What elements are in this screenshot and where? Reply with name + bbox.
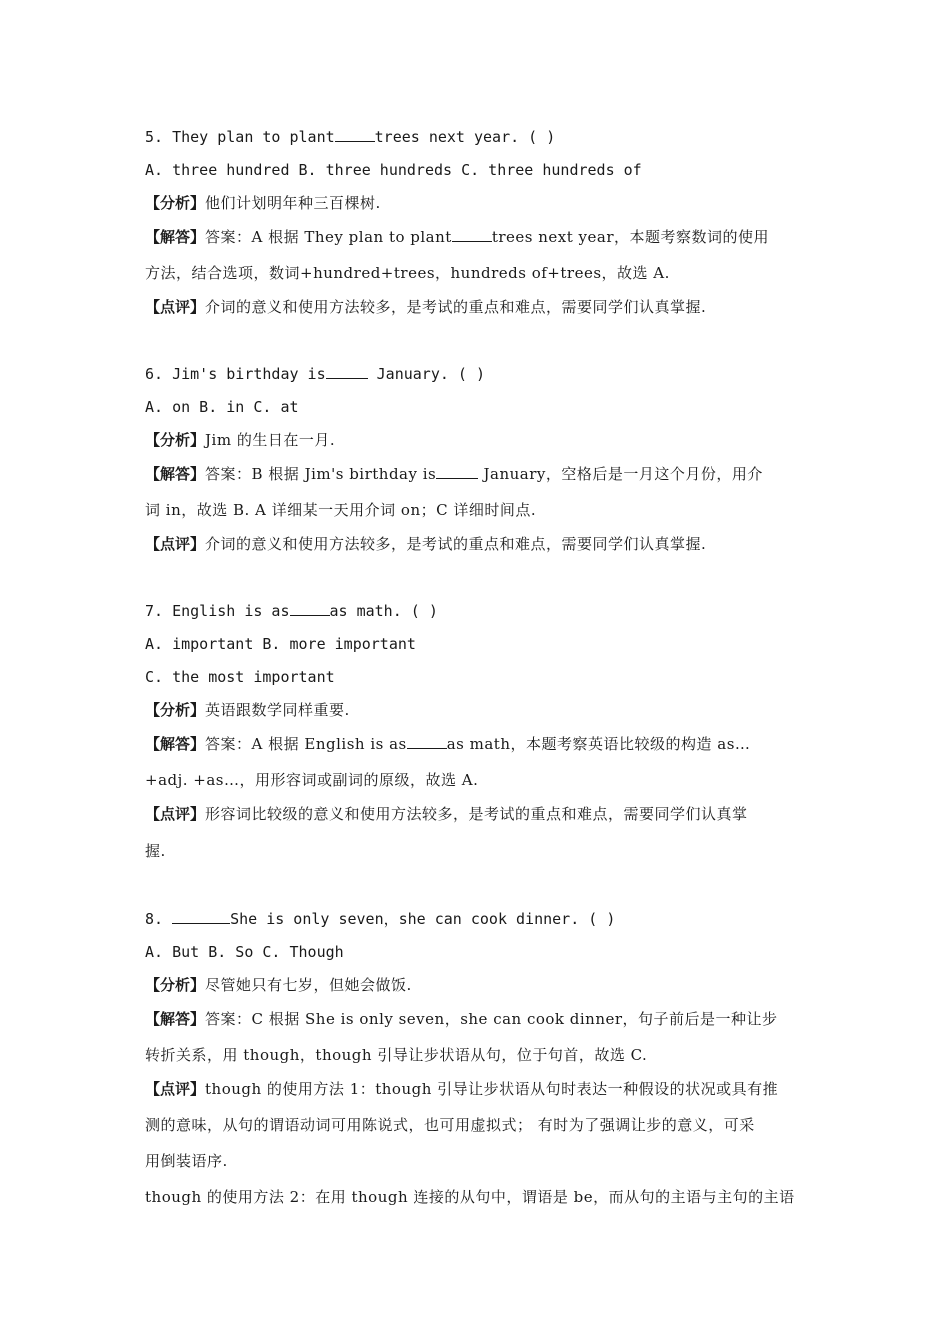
question-text: 5. They plan to plant: [145, 128, 335, 146]
question-text: 7. English is as: [145, 602, 290, 620]
analysis-text: Jim 的生日在一月.: [205, 431, 336, 449]
answer-text: January，空格后是一月这个月份，用介: [478, 465, 763, 483]
comment-label: 【点评】: [145, 535, 206, 553]
question-8-comment: [145, 1078, 815, 1100]
analysis-label: 【分析】: [145, 431, 206, 449]
question-6-stem: [145, 363, 815, 385]
answer-label: 【解答】: [145, 1010, 206, 1028]
question-6-analysis: [145, 429, 815, 451]
question-8-answer: [145, 1008, 815, 1030]
question-6-answer: [145, 463, 815, 485]
question-text: January. ( ): [367, 365, 486, 383]
analysis-label: 【分析】: [145, 976, 206, 994]
question-5-analysis: [145, 192, 815, 214]
question-8-answer-cont: 转折关系，用 though，though 引导让步状语从句，位于句首，故选 C.: [145, 1046, 648, 1064]
answer-blank: [335, 127, 375, 142]
question-7-answer-cont: +adj. +as…，用形容词或副词的原级，故选 A.: [145, 771, 479, 789]
question-7-comment-cont: 握.: [145, 842, 166, 860]
question-text: trees next year. ( ): [374, 128, 556, 146]
answer-text: as math，本题考察英语比较级的构造 as…: [446, 735, 751, 753]
question-7-comment: [145, 803, 815, 825]
question-5-comment: [145, 296, 815, 318]
comment-text: though 的使用方法 1：though 引导让步状语从句时表达一种假设的状况或具有推: [205, 1080, 779, 1098]
question-8-options: A. But B. So C. Though: [145, 943, 344, 961]
answer-blank: [407, 734, 447, 749]
question-7-answer: [145, 733, 815, 755]
question-8-comment-cont: 用倒装语序.: [145, 1152, 228, 1170]
analysis-label: 【分析】: [145, 701, 206, 719]
question-text: 6. Jim's birthday is: [145, 365, 326, 383]
question-text: She is only seven，she can cook dinner. ( ): [230, 910, 616, 928]
answer-blank: [290, 601, 330, 616]
comment-text: 形容词比较级的意义和使用方法较多，是考试的重点和难点，需要同学们认真掌: [205, 805, 748, 823]
answer-blank: [452, 227, 492, 242]
answer-label: 【解答】: [145, 465, 206, 483]
answer-blank: [172, 909, 230, 924]
question-text: 8.: [145, 910, 173, 928]
analysis-text: 尽管她只有七岁，但她会做饭.: [205, 976, 412, 994]
comment-text: 介词的意义和使用方法较多，是考试的重点和难点，需要同学们认真掌握.: [205, 535, 707, 553]
answer-blank: [326, 364, 368, 379]
question-8-extra-note: though 的使用方法 2：在用 though 连接的从句中，谓语是 be，而从句的主语与主句的主语: [145, 1188, 795, 1206]
comment-text: 介词的意义和使用方法较多，是考试的重点和难点，需要同学们认真掌握.: [205, 298, 707, 316]
answer-label: 【解答】: [145, 228, 206, 246]
question-7-analysis: [145, 699, 815, 721]
analysis-text: 英语跟数学同样重要.: [205, 701, 350, 719]
answer-label: 【解答】: [145, 735, 206, 753]
answer-text: 答案：C 根据 She is only seven，she can cook dinner，句子前后是一种让步: [205, 1010, 778, 1028]
comment-label: 【点评】: [145, 805, 206, 823]
comment-label: 【点评】: [145, 298, 206, 316]
question-7-options: A. important B. more important: [145, 635, 416, 653]
question-8-comment-cont: 测的意味，从句的谓语动词可用陈说式，也可用虚拟式； 有时为了强调让步的意义，可采: [145, 1116, 755, 1134]
question-8-stem: [145, 908, 815, 930]
answer-text: 答案：A 根据 English is as: [205, 735, 407, 753]
answer-text: 答案：B 根据 Jim's birthday is: [205, 465, 437, 483]
question-6-options: A. on B. in C. at: [145, 398, 299, 416]
question-text: as math. ( ): [329, 602, 438, 620]
question-7-stem: [145, 600, 815, 622]
question-5-answer-cont: 方法，结合选项，数词+hundred+trees，hundreds of+trees，故选 A.: [145, 264, 670, 282]
analysis-text: 他们计划明年种三百棵树.: [205, 194, 381, 212]
answer-blank: [436, 464, 478, 479]
question-6-answer-cont: 词 in，故选 B. A 详细某一天用介词 on；C 详细时间点.: [145, 501, 537, 519]
question-5-stem: [145, 126, 815, 148]
question-5-answer: [145, 226, 815, 248]
question-6-comment: [145, 533, 815, 555]
question-8-analysis: [145, 974, 815, 996]
analysis-label: 【分析】: [145, 194, 206, 212]
answer-text: 答案：A 根据 They plan to plant: [205, 228, 452, 246]
answer-text: trees next year，本题考察数词的使用: [491, 228, 769, 246]
question-7-options: C. the most important: [145, 668, 335, 686]
question-5-options: A. three hundred B. three hundreds C. three hundreds of: [145, 161, 642, 179]
comment-label: 【点评】: [145, 1080, 206, 1098]
